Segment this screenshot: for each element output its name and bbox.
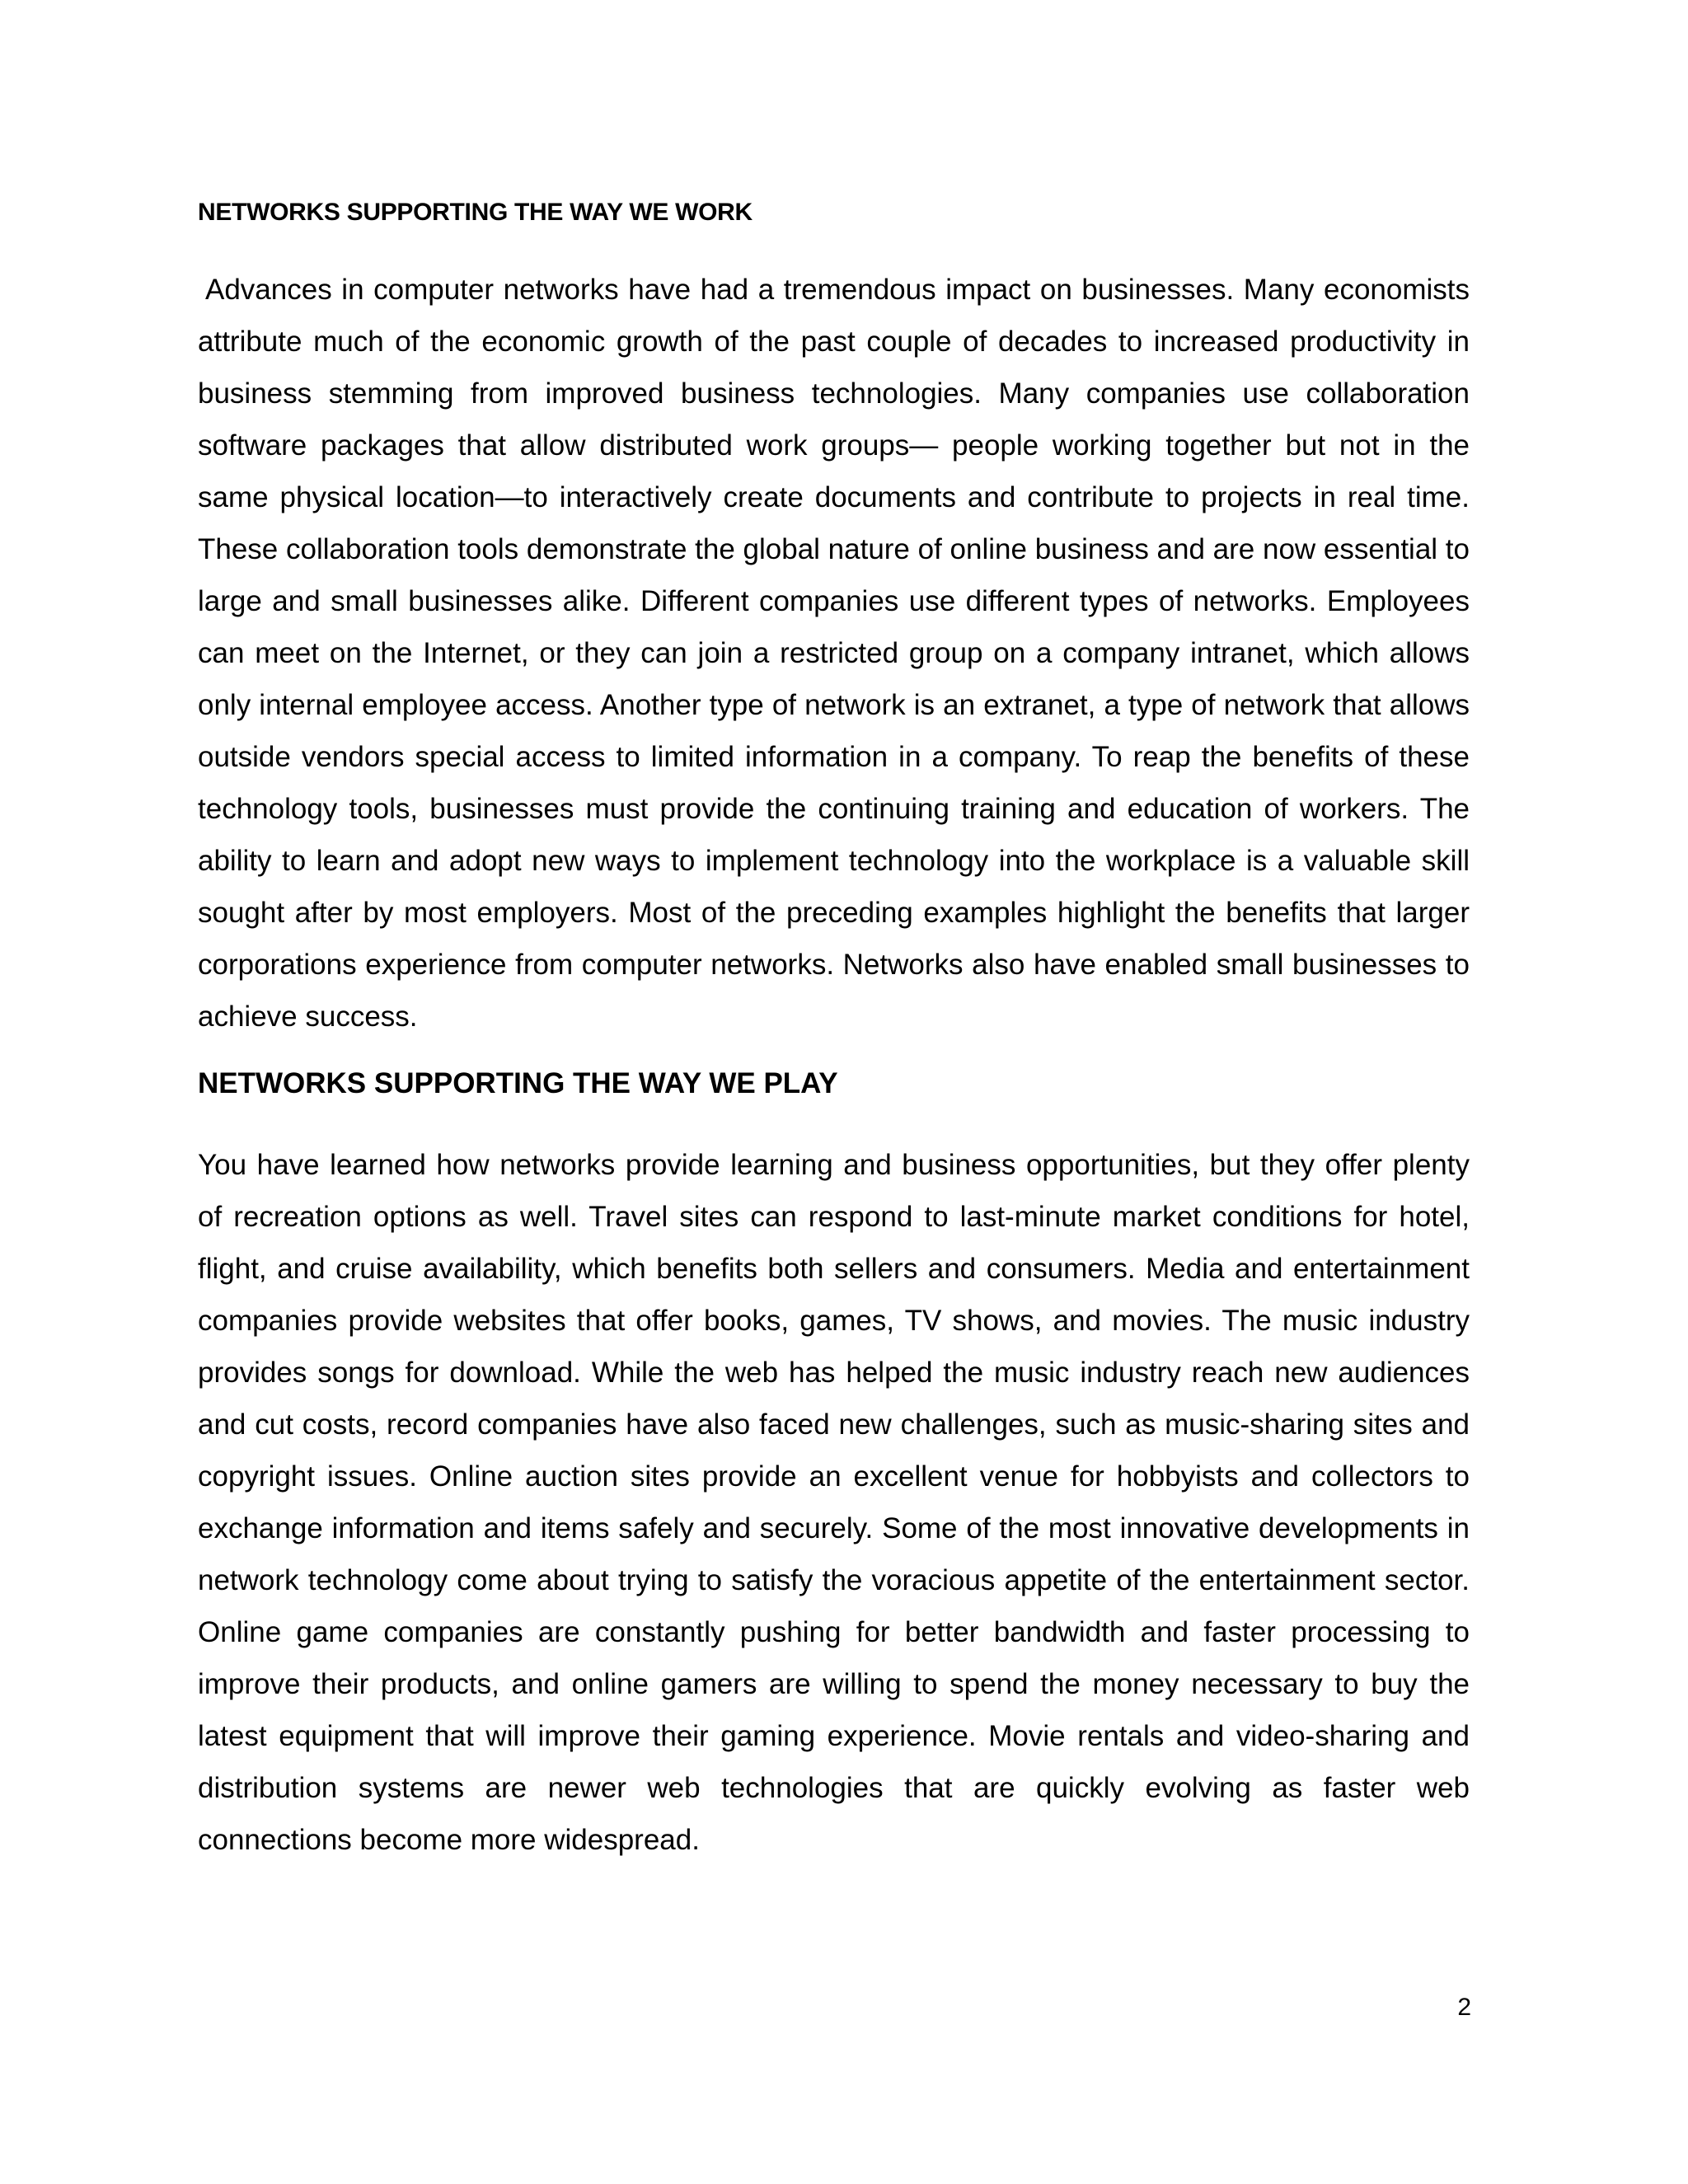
page-content	[198, 196, 1470, 1866]
section-heading-play: NETWORKS SUPPORTING THE WAY WE PLAY	[198, 1067, 838, 1099]
section-heading-work: NETWORKS SUPPORTING THE WAY WE WORK	[198, 199, 753, 226]
paragraph-work: Advances in computer networks have had a tremendous impact on businesses. Many economists attribute much of the economic growth of the past couple of decades to increased productivity in business stemming from improved business technologies. Many companies use collaboration software packages that allow distributed work groups— people working together but not in the same physical location—to interactively create documents and contribute to projects in real time. These collaboration tools demonstrate the global nature of online business and are now essential to large and small businesses alike. Different companies use different types of networks. Employees can meet on the Internet, or they can join a restricted group on a company intranet, which allows only internal employee access. Another type of network is an extranet, a type of network that allows outside vendors special access to limited information in a company. To reap the benefits of these technology tools, businesses must provide the continuing training and education of workers. The ability to learn and adopt new ways to implement technology into the workplace is a valuable skill sought after by most employers. Most of the preceding examples highlight the benefits that larger corporations experience from computer networks. Networks also have enabled small businesses to achieve success.	[198, 274, 1470, 1033]
paragraph-play: You have learned how networks provide learning and business opportunities, but they offer plenty of recreation options as well. Travel sites can respond to last-minute market conditions for hotel, flight, and cruise availability, which benefits both sellers and consumers. Media and entertainment companies provide websites that offer books, games, TV shows, and movies. The music industry provides songs for download. While the web has helped the music industry reach new audiences and cut costs, record companies have also faced new challenges, such as music-sharing sites and copyright issues. Online auction sites provide an excellent venue for hobbyists and collectors to exchange information and items safely and securely. Some of the most innovative developments in network technology come about trying to satisfy the voracious appetite of the entertainment sector. Online game companies are constantly pushing for better bandwidth and faster processing to improve their products, and online gamers are willing to spend the money necessary to buy the latest equipment that will improve their gaming experience. Movie rentals and video-sharing and distribution systems are newer web technologies that are quickly evolving as faster web connections become more widespread.	[198, 1149, 1470, 1856]
page-number: 2	[1457, 1994, 1471, 2021]
